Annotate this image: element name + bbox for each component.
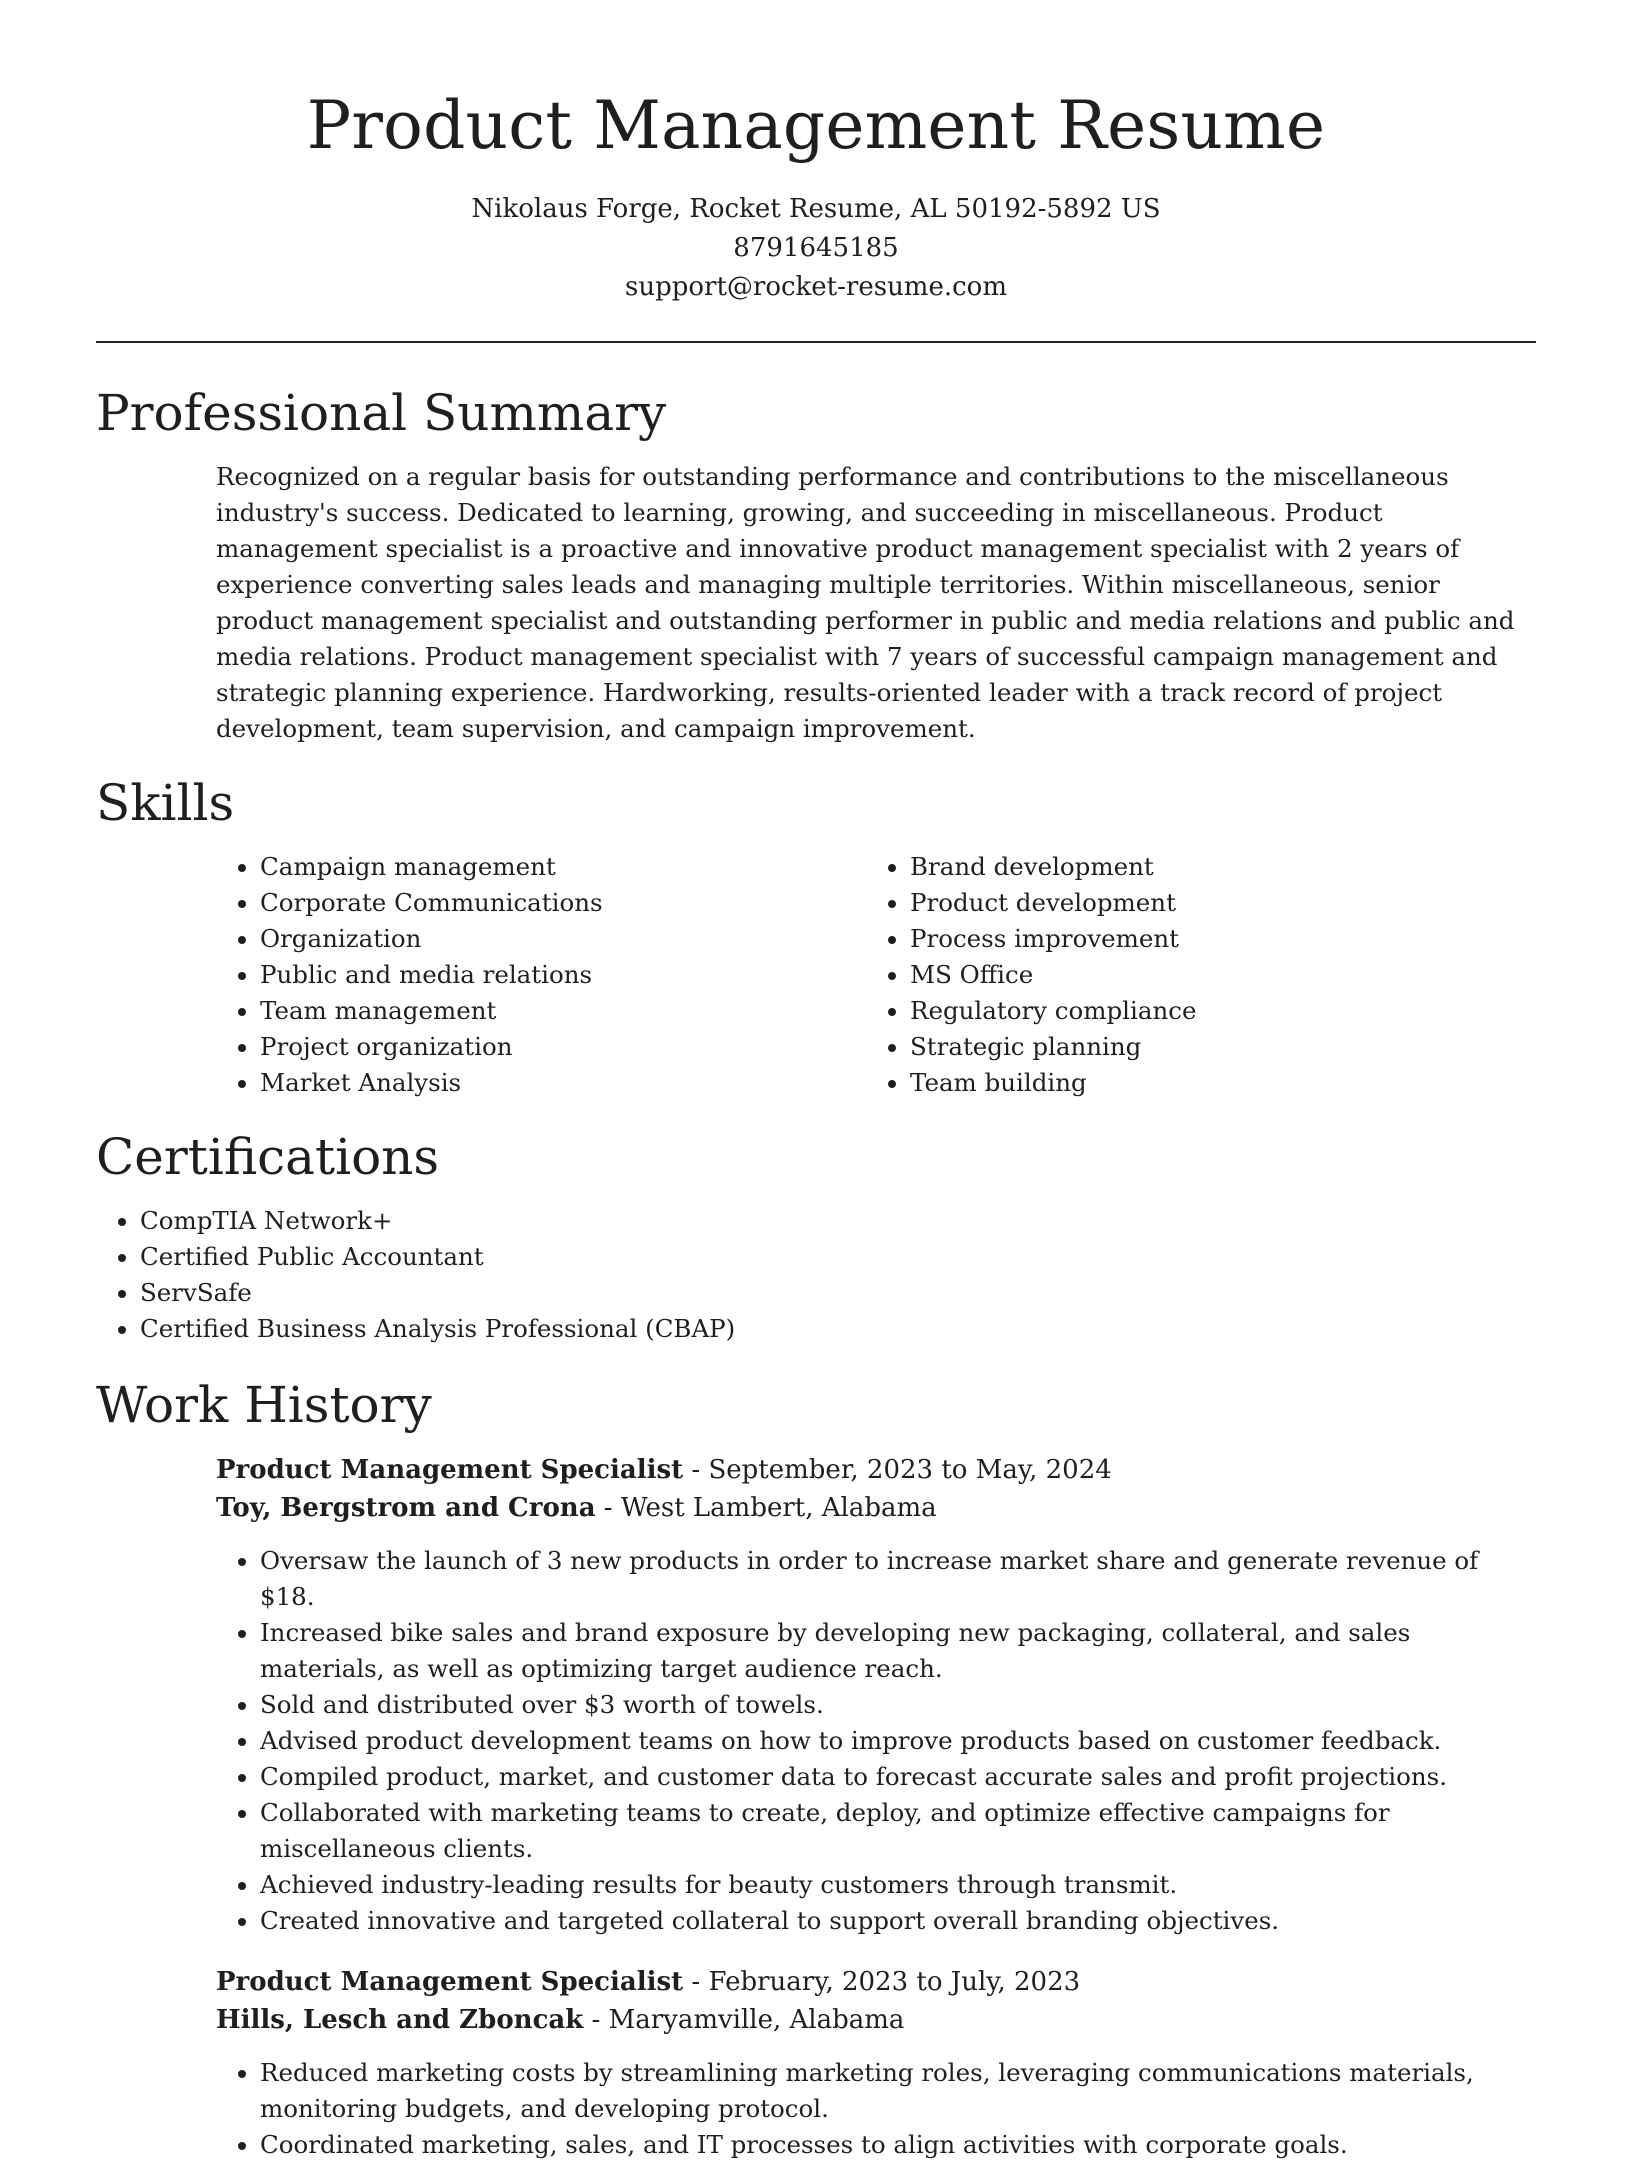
skill-item: • Public and media relations — [260, 957, 866, 993]
skill-item: • Brand development — [910, 849, 1506, 885]
summary-heading: Professional Summary — [96, 384, 667, 442]
summary-section — [96, 383, 1536, 747]
skill-item: • MS Office — [910, 957, 1506, 993]
skill-item: • Strategic planning — [910, 1029, 1506, 1065]
job-bullet: • Reduced marketing costs by streamlining marketing roles, leveraging communications materials, monitoring budgets, and developing protocol. — [260, 2055, 1536, 2127]
certification-item: • Certified Business Analysis Professional (CBAP) — [140, 1311, 1536, 1347]
skills-grid — [216, 849, 1536, 1101]
skills-list-right — [866, 849, 1506, 1101]
job-dates: - February, 2023 to July, 2023 — [683, 1967, 1081, 1997]
job-entry — [216, 1451, 1536, 1939]
skill-item: • Product development — [910, 885, 1506, 921]
skills-list-left — [216, 849, 866, 1101]
job-bullet: • Increased bike sales and brand exposure by developing new packaging, collateral, and sales materials, as well as optimizing target audience reach. — [260, 1615, 1536, 1687]
summary-text: Recognized on a regular basis for outstanding performance and contributions to the miscellaneous industry's success. Dedicated to learning, growing, and succeeding in miscellaneous. Product management specialist is a proactive and innovative product management specialist with 2 years of experience converting sales leads and managing multiple territories. Within miscellaneous, senior product management specialist and outstanding performer in public and media relations and public and media relations. Product management specialist with 7 years of successful campaign management and strategic planning experience. Hardworking, results-oriented leader with a track record of project development, team supervision, and campaign improvement. — [216, 462, 1515, 743]
job-location: - West Lambert, Alabama — [595, 1493, 937, 1523]
skills-section — [96, 773, 1536, 1101]
job-company: Toy, Bergstrom and Crona — [216, 1493, 596, 1523]
job-location: - Maryamville, Alabama — [583, 2005, 905, 2035]
skill-item: • Campaign management — [260, 849, 866, 885]
contact-phone: 8791645185 — [733, 233, 899, 263]
job-bullet: • Collaborated with marketing teams to create, deploy, and optimize effective campaigns for miscellaneous clients. — [260, 1795, 1536, 1867]
certification-item: • ServSafe — [140, 1275, 1536, 1311]
certification-item: • Certified Public Accountant — [140, 1239, 1536, 1275]
certifications-list — [96, 1203, 1536, 1347]
job-title-line — [216, 1451, 1536, 1489]
job-title: Product Management Specialist — [216, 1967, 684, 1997]
certifications-heading: Certifications — [96, 1128, 440, 1186]
job-bullet: • Achieved industry-leading results for beauty customers through transmit. — [260, 1867, 1536, 1903]
job-bullets — [216, 1543, 1536, 1939]
resume-page — [96, 0, 1536, 2163]
skill-item: • Team management — [260, 993, 866, 1029]
job-title: Product Management Specialist — [216, 1455, 684, 1485]
job-company-line — [216, 1489, 1536, 1527]
skill-item: • Organization — [260, 921, 866, 957]
resume-title: Product Management Resume — [306, 87, 1326, 164]
job-company: Hills, Lesch and Zboncak — [216, 2005, 584, 2035]
certification-item: • CompTIA Network+ — [140, 1203, 1536, 1239]
skill-item: • Team building — [910, 1065, 1506, 1101]
job-bullet: • Created innovative and targeted collateral to support overall branding objectives. — [260, 1903, 1536, 1939]
skill-item: • Corporate Communications — [260, 885, 866, 921]
job-bullet: • Sold and distributed over $3 worth of towels. — [260, 1687, 1536, 1723]
job-bullet: • Compiled product, market, and customer data to forecast accurate sales and profit projections. — [260, 1759, 1536, 1795]
job-bullet: • Advised product development teams on how to improve products based on customer feedback. — [260, 1723, 1536, 1759]
job-entry — [216, 1963, 1536, 2163]
job-bullets — [216, 2055, 1536, 2163]
skill-item: • Process improvement — [910, 921, 1506, 957]
work-history-section — [96, 1375, 1536, 2163]
job-title-line — [216, 1963, 1536, 2001]
skill-item: • Regulatory compliance — [910, 993, 1506, 1029]
job-bullet: • Coordinated marketing, sales, and IT processes to align activities with corporate goals. — [260, 2127, 1536, 2163]
job-company-line — [216, 2001, 1536, 2039]
skills-heading: Skills — [96, 774, 235, 832]
contact-email: support@rocket-resume.com — [624, 272, 1007, 302]
skill-item: • Project organization — [260, 1029, 866, 1065]
work-history-heading: Work History — [96, 1376, 432, 1434]
contact-block — [96, 190, 1536, 307]
job-bullet: • Oversaw the launch of 3 new products in order to increase market share and generate revenue of $18. — [260, 1543, 1536, 1615]
contact-address: Nikolaus Forge, Rocket Resume, AL 50192-5892 US — [471, 194, 1161, 224]
skill-item: • Market Analysis — [260, 1065, 866, 1101]
certifications-section — [96, 1127, 1536, 1347]
job-dates: - September, 2023 to May, 2024 — [683, 1455, 1112, 1485]
header-divider — [96, 341, 1536, 343]
